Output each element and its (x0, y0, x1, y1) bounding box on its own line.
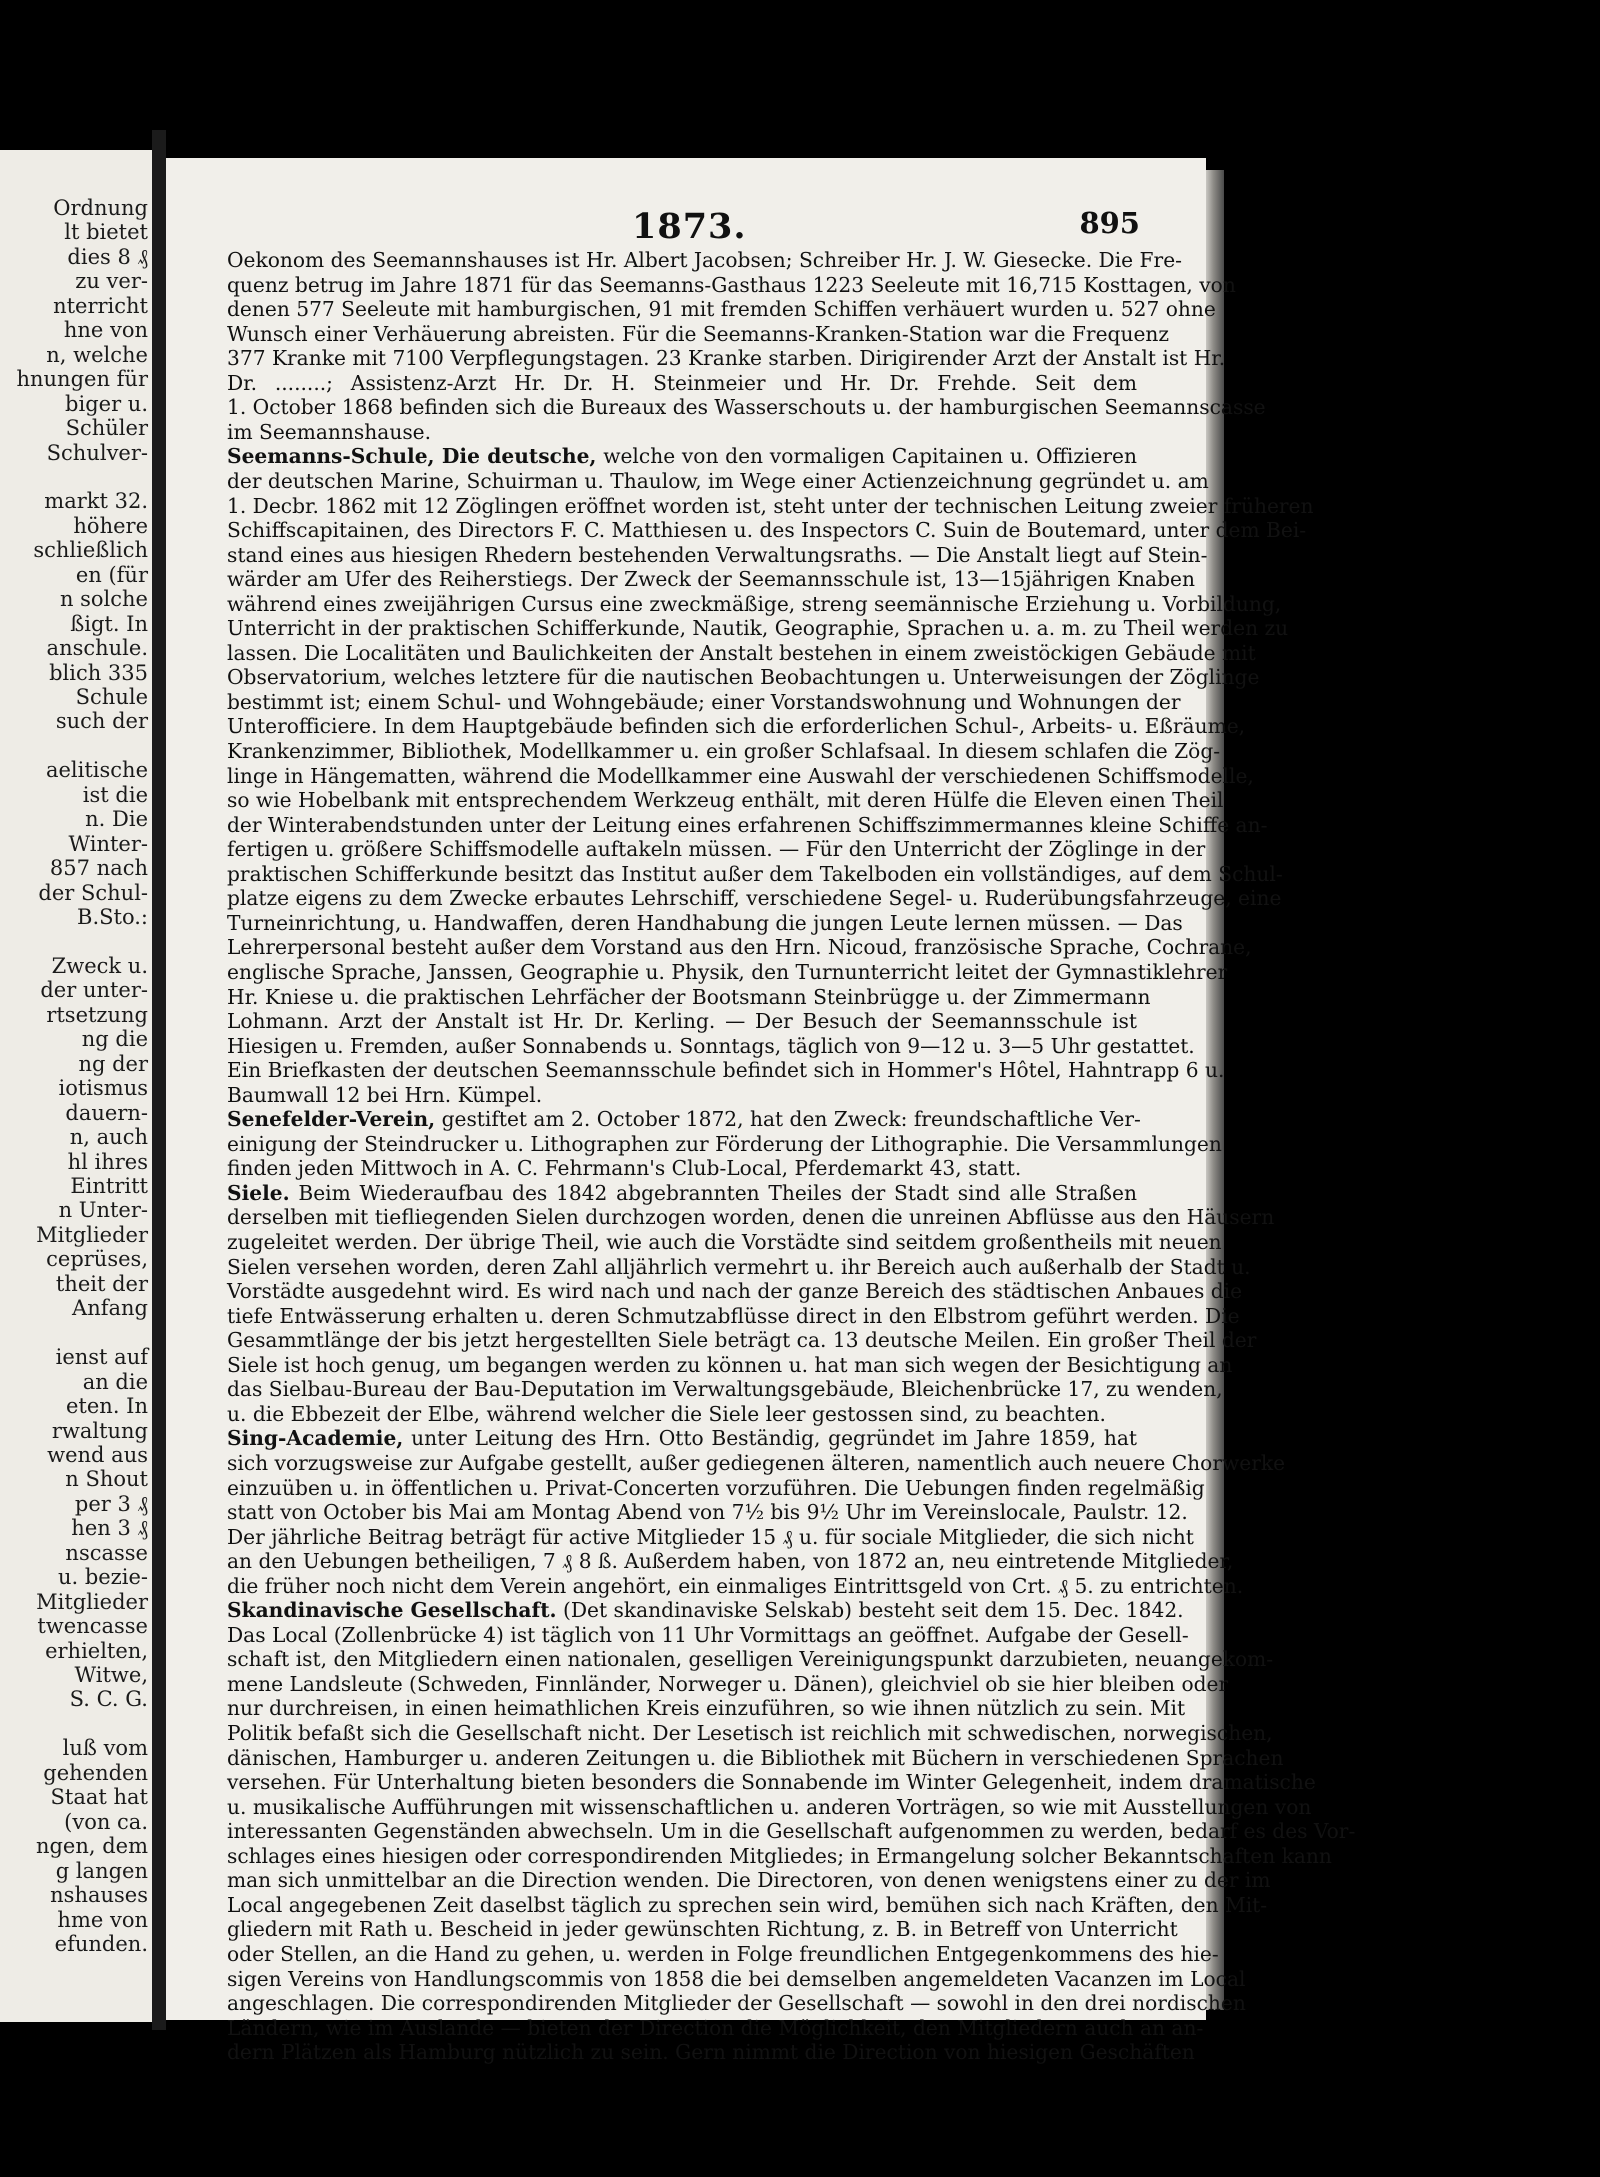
facing-page-line: B.Sto.: (77, 905, 148, 930)
text-line (227, 1377, 1223, 1402)
facing-page-line: der Schul- (38, 880, 148, 905)
facing-page-line: u. bezie- (57, 1565, 148, 1590)
text-segment: interessanten Gegenständen abwechseln. Um in die Gesellschaft aufgenommen zu werden, bedarf es des Vor- (227, 1819, 1356, 1844)
facing-page-line: Staat hat (50, 1785, 148, 1810)
text-segment: oder Stellen, an die Hand zu gehen, u. werden in Folge freundlichen Entgegenkommens des hie- (227, 1941, 1219, 1966)
text-line (227, 1721, 1273, 1745)
text-segment: Lohmann. Arzt der Anstalt ist Hr. Dr. Kerling. — Der Besuch der Seemannsschule ist (227, 1009, 1137, 1034)
text-line (227, 1426, 1137, 1450)
text-segment: während eines zweijährigen Cursus eine zweckmäßige, streng seemännische Erziehung u. Vorbildung, (227, 591, 1282, 616)
text-line (227, 395, 1266, 420)
facing-page-line: biger u. (65, 391, 148, 416)
text-line (227, 763, 1254, 788)
text-segment: Krankenzimmer, Bibliothek, Modellkammer u. ein großer Schlafsaal. In diesem schlafen die Zög- (227, 739, 1221, 763)
text-line (227, 1058, 1225, 1083)
entry-heading: Sing-Academie, (227, 1426, 404, 1451)
entry-heading: Skandinavische Gesellschaft. (227, 1598, 557, 1623)
text-line (227, 567, 1195, 592)
text-line (227, 248, 1182, 272)
text-segment: Der jährliche Beitrag beträgt für active Mitglieder 15 ₰ u. für sociale Mitglieder, die sich nicht (227, 1524, 1194, 1549)
text-line (227, 493, 1314, 518)
facing-page-line: nscasse (65, 1540, 148, 1565)
text-line (227, 2015, 1204, 2040)
text-line (227, 959, 1228, 984)
text-line (227, 518, 1307, 543)
text-segment: angeschlagen. Die correspondirenden Mitglieder der Gesellschaft — sowohl in den drei nordischen (227, 1991, 1246, 2016)
text-segment: Wunsch einer Verhäuerung abreisten. Für die Seemanns-Kranken-Station war die Frequenz (227, 321, 1170, 346)
text-line (227, 1402, 1137, 1426)
text-line (227, 1917, 1178, 1942)
facing-page-line: ngen, dem (35, 1834, 148, 1859)
text-segment: schlages eines hiesigen oder correspondirenden Mitgliedes; in Ermangelung solcher Bekanntschaften kann (227, 1843, 1332, 1868)
facing-page-line: nshauses (50, 1883, 148, 1908)
text-line (227, 1107, 1141, 1132)
text-segment: 1. October 1868 befinden sich die Bureaux des Wasserschouts u. der hamburgischen Seemannscasse (227, 395, 1266, 420)
facing-page-line: S. C. G. (69, 1687, 148, 1712)
text-line (227, 1181, 1137, 1205)
text-line (227, 420, 1137, 444)
text-segment: derselben mit tiefliegenden Sielen durchzogen worden, denen die unreinen Abflüsse aus den Häusern (227, 1205, 1275, 1230)
text-segment: so wie Hobelbank mit entsprechendem Werkzeug enthält, mit deren Hülfe die Eleven einen Theil (227, 788, 1224, 813)
text-line (227, 788, 1224, 813)
text-segment: Ein Briefkasten der deutschen Seemannsschule befindet sich in Hommer's Hôtel, Hahntrapp 6 u. (227, 1058, 1225, 1083)
text-line (227, 1131, 1222, 1156)
text-segment: Ländern, wie im Auslande — bieten der Direction die Möglichkeit, den Mitgliedern auch an an- (227, 2015, 1204, 2040)
facing-page-line: gehenden (43, 1760, 148, 1785)
text-segment: das Sielbau-Bureau der Bau-Deputation im Verwaltungsgebäude, Bleichenbrücke 17, zu wenden, (227, 1377, 1223, 1402)
text-segment: Local angegebenen Zeit daselbst täglich zu sprechen sein wird, bemühen sich nach Kräften, den Mit- (227, 1892, 1268, 1917)
text-segment: dänischen, Hamburger u. anderen Zeitungen u. die Bibliothek mit Büchern in verschiedenen Sprachen (227, 1745, 1284, 1770)
facing-page-line: hme von (57, 1907, 148, 1932)
text-segment: u. musikalische Aufführungen mit wissenschaftlichen u. anderen Vorträgen, so wie mit Ausstellungen von (227, 1794, 1312, 1819)
text-line (227, 1868, 1271, 1893)
text-line (227, 861, 1283, 886)
text-segment: der deutschen Marine, Schuirman u. Thaulow, im Wege einer Actienzeichnung gegründet u. am (227, 468, 1209, 493)
text-line (227, 1647, 1274, 1672)
facing-page-line: efunden. (54, 1931, 148, 1956)
facing-page-line: höhere (73, 513, 148, 538)
text-segment: gestiftet am 2. October 1872, hat den Zweck: freundschaftliche Ver- (435, 1107, 1141, 1132)
text-line (227, 616, 1289, 641)
text-segment: praktischen Schifferkunde besitzt das Institut außer dem Takelboden ein vollständiges, auf dem Schul- (227, 861, 1283, 886)
text-segment: an den Uebungen betheiligen, 7 ₰ 8 ß. Außerdem haben, von 1872 an, neu eintretende Mitglieder, (227, 1549, 1234, 1574)
facing-page-line: ßigt. In (70, 611, 148, 636)
text-segment: mene Landsleute (Schweden, Finnländer, Norweger u. Dänen), gleichviel ob sie hier bleiben oder (227, 1671, 1229, 1696)
text-line (227, 1524, 1194, 1549)
text-line (227, 739, 1221, 763)
text-line (227, 542, 1208, 567)
facing-page-line: en (für (75, 562, 148, 587)
text-segment: wärder am Ufer des Reiherstiegs. Der Zweck der Seemannsschule ist, 13—15jährigen Knaben (227, 567, 1195, 592)
text-segment: Turneinrichtung, u. Handwaffen, deren Handhabung die jungen Leute lernen müssen. — Das (227, 910, 1183, 935)
text-segment: finden jeden Mittwoch in A. C. Fehrmann's Club-Local, Pferdemarkt 43, statt. (227, 1156, 1022, 1181)
text-segment: Hiesigen u. Fremden, außer Sonnabends u. Sonntags, täglich von 9—12 u. 3—5 Uhr gestattet. (227, 1033, 1195, 1058)
text-segment: man sich unmittelbar an die Direction wenden. Die Directoren, von denen wenigstens einer zu der im (227, 1868, 1271, 1893)
facing-page-line: Winter- (68, 831, 148, 856)
text-line (227, 1598, 1184, 1623)
facing-page-line: blich 335 (49, 660, 148, 685)
text-segment: bestimmt ist; einem Schul- und Wohngebäude; einer Vorstandswohnung und Wohnungen der (227, 689, 1181, 714)
facing-page-line: Mitglieder (36, 1222, 148, 1247)
facing-page-fragment (0, 150, 155, 2022)
facing-page-line: dauern- (65, 1100, 148, 1125)
facing-page-line: hnungen für (16, 367, 148, 392)
text-line (227, 591, 1282, 616)
text-line (227, 1450, 1286, 1475)
facing-page-line: hne von (63, 318, 148, 343)
text-line (227, 1573, 1244, 1598)
text-line (227, 1083, 1137, 1107)
text-line (227, 444, 1137, 468)
text-line (227, 297, 1216, 322)
text-segment: Siele ist hoch genug, um begangen werden zu können u. hat man sich wegen der Besichtigung an (227, 1352, 1233, 1377)
text-segment: einzuüben u. in öffentlichen u. Privat-Concerten vorzuführen. Die Uebungen finden regelmäßig (227, 1475, 1205, 1500)
text-line (227, 984, 1151, 1009)
text-line (227, 1009, 1137, 1033)
facing-page-line: der unter- (40, 978, 148, 1003)
facing-page-line: n Shout (65, 1467, 148, 1492)
text-segment: quenz betrug im Jahre 1871 für das Seemanns-Gasthaus 1223 Seeleute mit 16,715 Kosttagen, von (227, 272, 1236, 297)
facing-page-line: rwaltung (51, 1418, 148, 1443)
running-head-year: 1873. (632, 206, 747, 247)
facing-page-line: Ordnung (53, 196, 148, 220)
text-segment: Vorstädte ausgedehnt wird. Es wird nach und nach der ganze Bereich des städtischen Anbaues die (227, 1279, 1243, 1304)
page-number: 895 (1079, 206, 1140, 240)
facing-page-line: n, welche (46, 342, 148, 367)
text-segment: Unterofficiere. In dem Hauptgebäude befinden sich die erforderlichen Schul-, Arbeits- u. Eßräume, (227, 714, 1246, 739)
entry-heading: Seemanns-Schule, Die deutsche, (227, 444, 597, 469)
text-line (227, 272, 1236, 297)
text-line (227, 2040, 1195, 2065)
text-line (227, 1549, 1234, 1574)
facing-page-line: ist die (82, 782, 148, 807)
facing-page-line: anschule. (46, 636, 148, 661)
facing-page-line: n. Die (85, 807, 148, 832)
text-line (227, 1991, 1246, 2016)
text-segment: Schiffscapitainen, des Directors F. C. Matthiesen u. des Inspectors C. Suin de Boutemard, unter dem Bei- (227, 518, 1307, 543)
text-line (227, 371, 1137, 395)
text-line (227, 1966, 1246, 1991)
facing-page-line: (von ca. (64, 1809, 148, 1834)
text-line (227, 1303, 1240, 1328)
facing-page-line: nterricht (53, 293, 148, 318)
text-segment: unter Leitung des Hrn. Otto Beständig, gegründet im Jahre 1859, hat (403, 1426, 1137, 1451)
text-line (227, 321, 1170, 346)
facing-page-line: an die (82, 1369, 148, 1394)
entry-heading: Senefelder-Verein, (227, 1107, 436, 1132)
text-segment: Baumwall 12 bei Hrn. Kümpel. (227, 1082, 543, 1107)
entry-heading: Siele. (227, 1180, 290, 1205)
facing-page-line: twencasse (37, 1614, 148, 1639)
facing-page-line: per 3 ₰ (74, 1491, 148, 1516)
facing-page-line: zu ver- (75, 269, 148, 294)
text-segment: die früher noch nicht dem Verein angehört, ein einmaliges Eintrittsgeld von Crt. ₰ 5. zu entrichten. (227, 1573, 1244, 1598)
text-segment: Hr. Kniese u. die praktischen Lehrfächer der Bootsmann Steinbrügge u. der Zimmermann (227, 984, 1151, 1009)
text-line (227, 1745, 1284, 1770)
facing-page-line: Eintritt (70, 1174, 148, 1198)
facing-page-line: ienst auf (55, 1345, 148, 1370)
text-line (227, 468, 1209, 493)
text-segment: 377 Kranke mit 7100 Verpflegungstagen. 23 Kranke starben. Dirigirender Arzt der Anstalt ist Hr. (227, 346, 1226, 371)
text-line (227, 1671, 1229, 1696)
text-line (227, 1622, 1189, 1647)
facing-page-line: Anfang (72, 1296, 148, 1321)
text-line (227, 910, 1183, 935)
text-segment: tiefe Entwässerung erhalten u. deren Schmutzabflüsse direct in den Elbstrom geführt werden. Die (227, 1303, 1240, 1328)
facing-page-line: Witwe, (74, 1663, 148, 1687)
facing-page-line: wend aus (47, 1442, 148, 1467)
text-line (227, 1696, 1186, 1721)
text-line (227, 665, 1260, 690)
text-line (227, 1328, 1257, 1353)
page-header (166, 206, 1206, 246)
text-line (227, 1475, 1205, 1500)
text-segment: Das Local (Zollenbrücke 4) ist täglich von 11 Uhr Vormittags an geöffnet. Aufgabe der Gesell- (227, 1622, 1189, 1647)
facing-page-line: such der (55, 709, 148, 734)
text-segment: schaft ist, den Mitgliedern einen nationalen, geselligen Vereinigungspunkt darzubieten, neuangekom- (227, 1647, 1274, 1672)
facing-page-line: erhielten, (45, 1638, 148, 1663)
text-segment: Beim Wiederaufbau des 1842 abgebrannten Theiles der Stadt sind alle Straßen (289, 1180, 1137, 1205)
facing-page-line: ng die (81, 1027, 148, 1052)
text-line (227, 812, 1268, 837)
facing-page-line: n Unter- (58, 1198, 148, 1223)
text-segment: 1. Decbr. 1862 mit 12 Zöglingen eröffnet worden ist, steht unter der technischen Leitung zweier früheren (227, 493, 1314, 518)
book-gutter (152, 130, 166, 2030)
text-line (227, 935, 1252, 960)
text-line (227, 689, 1181, 714)
facing-page-line: rtsetzung (46, 1002, 148, 1027)
facing-page-line: theit der (55, 1271, 148, 1296)
text-line (227, 1892, 1268, 1917)
text-line (227, 640, 1256, 665)
text-segment: der Winterabendstunden unter der Leitung eines erfahrenen Schiffszimmermannes kleine Schiffe an- (227, 812, 1268, 837)
text-line (227, 714, 1246, 739)
text-segment: stand eines aus hiesigen Rhedern bestehenden Verwaltungsraths. — Die Anstalt liegt auf Stein- (227, 542, 1208, 567)
text-segment: Oekonom des Seemannshauses ist Hr. Albert Jacobsen; Schreiber Hr. J. W. Giesecke. Die Fre- (227, 248, 1182, 272)
text-line (227, 1279, 1243, 1304)
text-segment: nur durchreisen, in einen heimathlichen Kreis einzuführen, so wie ihnen nützlich zu sein. Mit (227, 1696, 1186, 1721)
text-segment: Lehrerpersonal besteht außer dem Vorstand aus den Hrn. Nicoud, französische Sprache, Cochrane, (227, 935, 1252, 960)
text-line (227, 1254, 1251, 1279)
text-segment: zugeleitet werden. Der übrige Theil, wie auch die Vorstädte sind seitdem großentheils mit neuen (227, 1230, 1222, 1254)
text-segment: statt von October bis Mai am Montag Abend von 7½ bis 9½ Uhr im Vereinslocale, Paulstr. 12. (227, 1500, 1188, 1525)
facing-page-line: n, auch (69, 1125, 148, 1150)
text-line (227, 1500, 1188, 1525)
facing-page-line: hl ihres (67, 1149, 148, 1174)
text-segment: lassen. Die Localitäten und Baulichkeiten der Anstalt bestehen in einem zweistöckigen Gebäude mit (227, 640, 1256, 665)
facing-page-line: Schulver- (46, 440, 148, 465)
text-line (227, 1205, 1275, 1230)
text-segment: u. die Ebbezeit der Elbe, während welcher die Siele leer gestossen sind, zu beachten. (227, 1401, 1106, 1426)
text-segment: einigung der Steindrucker u. Lithographen zur Förderung der Lithographie. Die Versammlungen (227, 1131, 1222, 1156)
facing-page-line: ng der (78, 1051, 148, 1076)
facing-page-line: dies 8 ₰ (67, 244, 148, 269)
text-segment: Dr. ........; Assistenz-Arzt Hr. Dr. H. Steinmeier und Hr. Dr. Frehde. Seit dem (227, 370, 1137, 395)
text-segment: versehen. Für Unterhaltung bieten besonders die Sonnabende im Winter Gelegenheit, indem dramatische (227, 1770, 1316, 1795)
text-segment: sich vorzugsweise zur Aufgabe gestellt, außer gediegenen älteren, namentlich auch neuere Chorwerke (227, 1450, 1286, 1475)
text-segment: Observatorium, welches letztere für die nautischen Beobachtungen u. Unterweisungen der Zöglinge (227, 665, 1260, 690)
text-line (227, 346, 1226, 371)
facing-page-line: eten. In (66, 1394, 148, 1419)
text-segment: (Det skandinaviske Selskab) besteht seit dem 15. Dec. 1842. (556, 1598, 1184, 1623)
text-line (227, 886, 1282, 911)
text-segment: sigen Vereins von Handlungscommis von 1858 die bei demselben angemeldeten Vacanzen im Local (227, 1966, 1246, 1991)
text-line (227, 1033, 1195, 1058)
text-segment: im Seemannshause. (227, 419, 432, 444)
facing-page-line: iotismus (58, 1076, 148, 1101)
facing-page-line: lt bietet (64, 220, 148, 245)
facing-page-line: g langen (55, 1858, 148, 1883)
text-segment: englische Sprache, Janssen, Geographie u. Physik, den Turnunterricht leitet der Gymnastiklehrer (227, 959, 1228, 984)
text-segment: platze eigens zu dem Zwecke erbautes Lehrschiff, verschiedene Segel- u. Ruderübungsfahrzeuge, eine (227, 886, 1282, 911)
text-line (227, 1819, 1356, 1844)
text-segment: dern Plätzen als Hamburg nützlich zu sein. Gern nimmt die Direction von hiesigen Geschäften (227, 2040, 1195, 2065)
facing-page-line: aelitische (45, 758, 148, 783)
facing-page-line: Zweck u. (51, 953, 148, 978)
text-segment: Unterricht in der praktischen Schifferkunde, Nautik, Geographie, Sprachen u. a. m. zu Theil werden zu (227, 616, 1289, 641)
text-segment: denen 577 Seeleute mit hamburgischen, 91 mit fremden Schiffen verhäuert wurden u. 527 ohne (227, 297, 1216, 322)
facing-page-line: Schüler (65, 416, 148, 441)
text-line (227, 1843, 1332, 1868)
text-line (227, 1941, 1219, 1966)
facing-page-line: 857 nach (49, 856, 148, 881)
facing-page-line: Schule (75, 685, 148, 709)
facing-page-line: Mitglieder (36, 1589, 148, 1614)
text-line (227, 837, 1206, 862)
facing-page-line: luß vom (62, 1736, 148, 1761)
text-line (227, 1352, 1233, 1377)
text-line (227, 1230, 1222, 1254)
text-segment: gliedern mit Rath u. Bescheid in jeder gewünschten Richtung, z. B. in Betreff von Unterricht (227, 1917, 1178, 1942)
text-segment: Gesammtlänge der bis jetzt hergestellten Siele beträgt ca. 13 deutsche Meilen. Ein großer Theil der (227, 1328, 1257, 1353)
text-segment: fertigen u. größere Schiffsmodelle auftakeln müssen. — Für den Unterricht der Zöglinge in der (227, 837, 1206, 862)
facing-page-line: markt 32. (44, 489, 148, 514)
text-segment: linge in Hängematten, während die Modellkammer eine Auswahl der verschiedenen Schiffsmodelle, (227, 763, 1254, 788)
text-segment: Sielen versehen worden, deren Zahl alljährlich vermehrt u. ihr Bereich auch außerhalb der Stadt u. (227, 1254, 1251, 1279)
text-segment: welche von den vormaligen Capitainen u. Offizieren (596, 444, 1137, 469)
text-line (227, 1794, 1312, 1819)
text-line (227, 1770, 1316, 1795)
text-line (227, 1156, 1137, 1180)
facing-page-line: ceprüses, (46, 1247, 148, 1272)
facing-page-line: schließlich (33, 538, 148, 563)
text-segment: Politik befaßt sich die Gesellschaft nicht. Der Lesetisch ist reichlich mit schwedischen, norwegischen, (227, 1721, 1273, 1745)
facing-page-line: n solche (59, 587, 148, 612)
facing-page-line: hen 3 ₰ (71, 1516, 148, 1541)
